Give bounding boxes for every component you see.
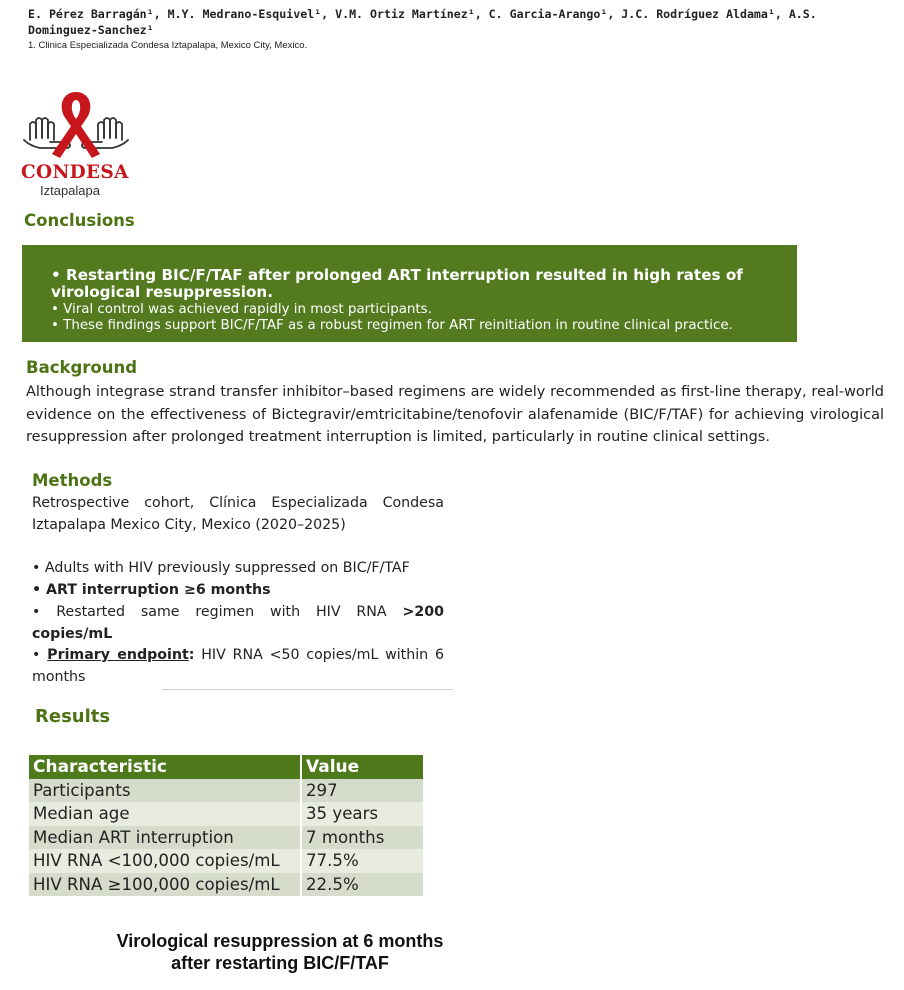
results-table bbox=[29, 755, 423, 896]
methods-design: Retrospective cohort, Clínica Especializada Condesa Iztapalapa Mexico City, Mexico (2020–2025) bbox=[32, 495, 444, 533]
conclusions-heading: Conclusions bbox=[24, 211, 135, 230]
conclusion-point-1: • Viral control was achieved rapidly in most participants. bbox=[51, 302, 432, 317]
methods-bullet-4-bullet: • bbox=[32, 647, 48, 663]
logo-subtitle: Iztapalapa bbox=[40, 183, 100, 198]
figure-title-line-1: Virological resuppression at 6 months bbox=[116, 931, 444, 951]
table-cell: 297 bbox=[301, 779, 423, 803]
methods-bullet-3-text: • Restarted same regimen with HIV RNA bbox=[32, 604, 403, 620]
conclusion-point-2: • These findings support BIC/F/TAF as a robust regimen for ART reinitiation in routine clinical practice. bbox=[51, 318, 733, 333]
methods-bullet-3-threshold: >200 copies/mL bbox=[32, 604, 444, 642]
table-header-value: Value bbox=[301, 755, 423, 779]
methods-bullet-4 bbox=[32, 645, 444, 688]
background-text: Although integrase strand transfer inhibitor–based regimens are widely recommended as first-line therapy, real-world evidence on the effectiveness of Bictegravir/emtricitabine/tenofovir alafenamide (BIC/F/TAF) for achieving virological resuppression after prolonged treatment interruption is limited, particularly in routine clinical settings. bbox=[26, 384, 884, 445]
table-cell: 7 months bbox=[301, 826, 423, 850]
figure-title bbox=[60, 930, 500, 974]
results-heading: Results bbox=[35, 706, 111, 727]
table-row bbox=[29, 802, 423, 826]
logo-wordmark: CONDESA bbox=[21, 162, 129, 183]
table-cell: 35 years bbox=[301, 802, 423, 826]
conclusion-main: • Restarting BIC/F/TAF after prolonged ART interruption resulted in high rates of virological resuppression. bbox=[51, 266, 743, 301]
section-divider bbox=[162, 689, 453, 690]
affiliation: 1. Clinica Especializada Condesa Iztapalapa, Mexico City, Mexico. bbox=[28, 40, 308, 51]
table-cell: 22.5% bbox=[301, 873, 423, 897]
conclusions-box bbox=[22, 245, 797, 342]
methods-heading: Methods bbox=[32, 471, 113, 490]
table-cell: HIV RNA ≥100,000 copies/mL bbox=[29, 873, 301, 897]
table-header-characteristic: Characteristic bbox=[29, 755, 301, 779]
figure-title-line-2: after restarting BIC/F/TAF bbox=[171, 953, 389, 973]
primary-endpoint-colon: : bbox=[188, 647, 195, 663]
primary-endpoint-label: Primary endpoint bbox=[47, 647, 189, 663]
table-row bbox=[29, 849, 423, 873]
table-row bbox=[29, 779, 423, 803]
methods-bullet-1: • Adults with HIV previously suppressed on BIC/F/TAF bbox=[32, 560, 410, 576]
table-row bbox=[29, 826, 423, 850]
table-cell: Median ART interruption bbox=[29, 826, 301, 850]
table-cell: Participants bbox=[29, 779, 301, 803]
background-heading: Background bbox=[26, 358, 138, 377]
table-cell: 77.5% bbox=[301, 849, 423, 873]
methods-bullet-2: • ART interruption ≥6 months bbox=[32, 582, 271, 598]
table-header-row bbox=[29, 755, 423, 779]
table-row bbox=[29, 873, 423, 897]
table-cell: Median age bbox=[29, 802, 301, 826]
methods-bullet-3 bbox=[32, 602, 444, 645]
table-cell: HIV RNA <100,000 copies/mL bbox=[29, 849, 301, 873]
primary-endpoint-text: HIV RNA <50 copies/mL within 6 months bbox=[32, 647, 444, 685]
author-list: E. Pérez Barragán¹, M.Y. Medrano-Esquivel¹, V.M. Ortiz Martínez¹, C. Garcia-Arango¹, J.C. Rodríguez Aldama¹, A.S. Dominguez-Sanchez¹ bbox=[28, 7, 817, 37]
